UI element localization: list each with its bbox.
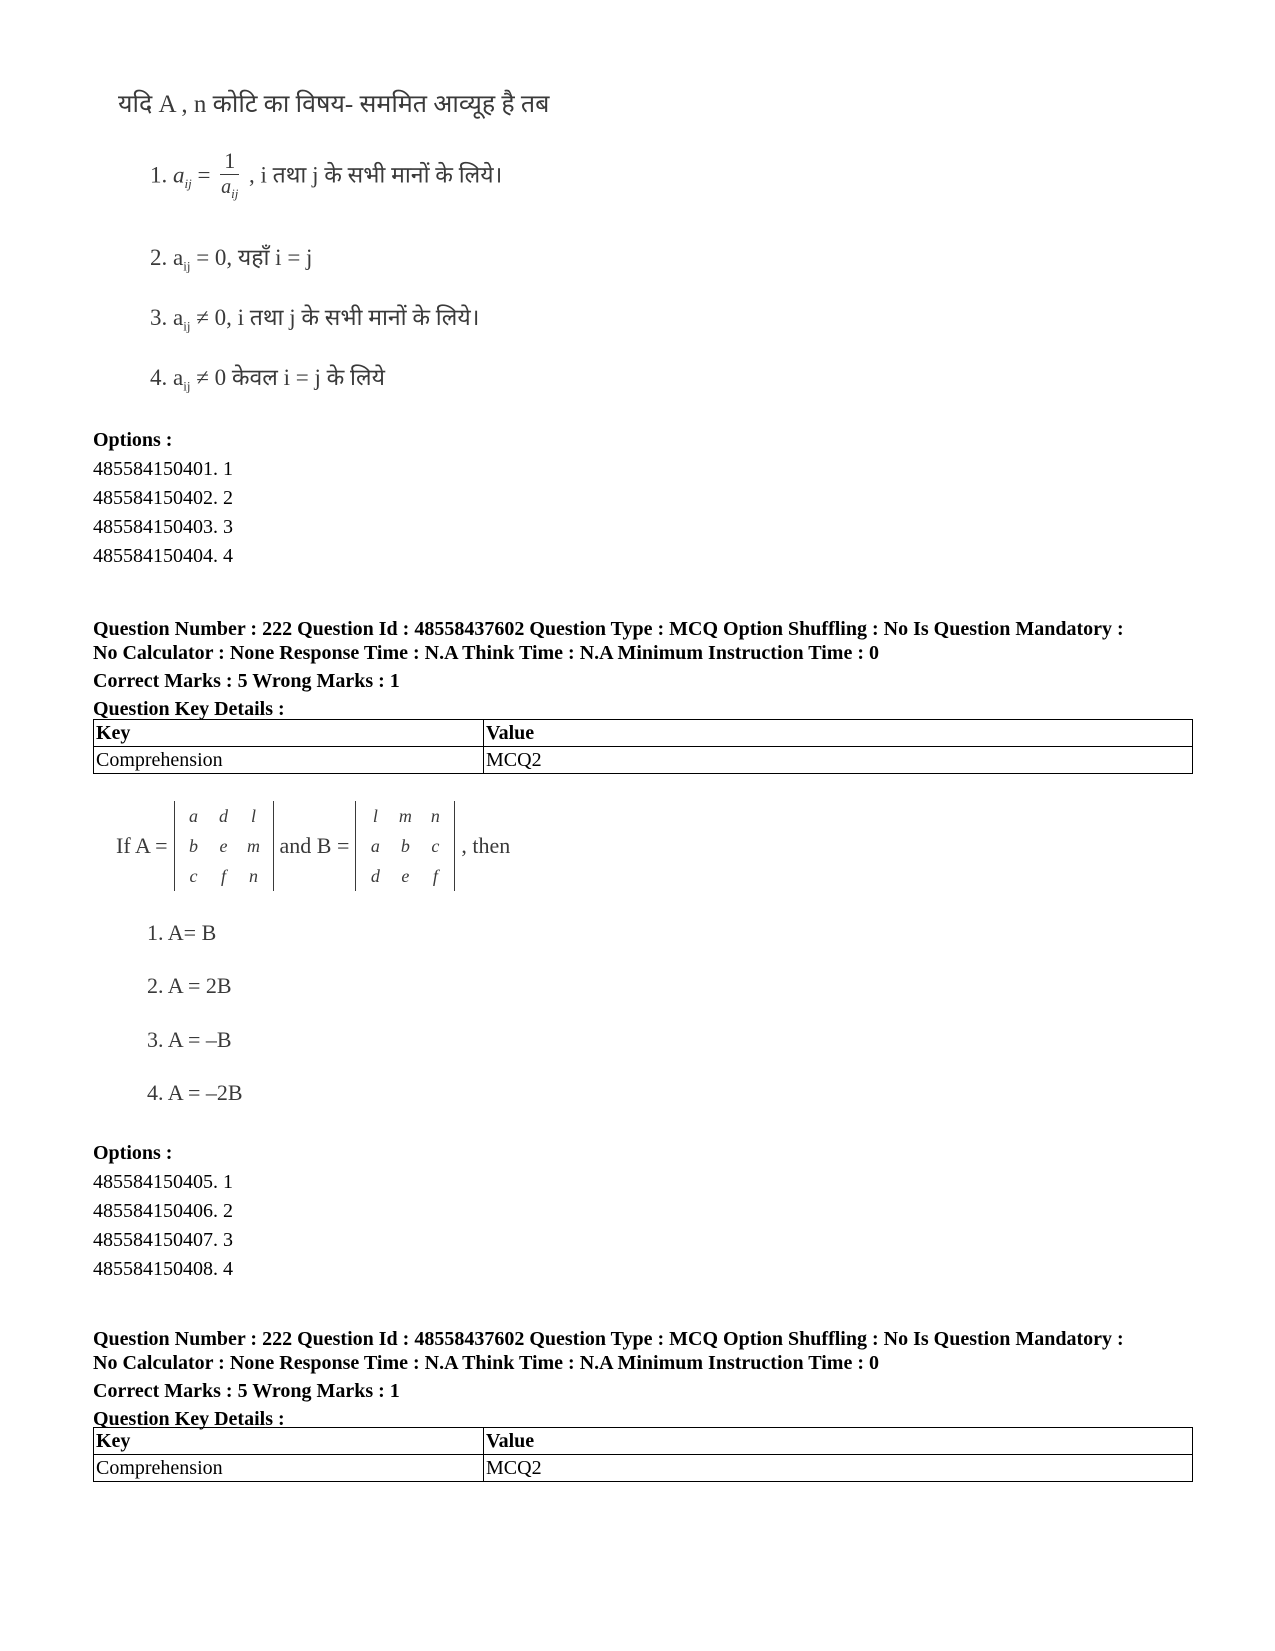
question-2-choice-1: 1. A= B: [147, 920, 217, 945]
matrix-entry: e: [401, 866, 410, 886]
marks-line: Correct Marks : 5 Wrong Marks : 1: [93, 670, 400, 692]
matrix-entry: e: [219, 836, 228, 856]
table-header-row: [94, 720, 1193, 747]
matrix-entry: l: [251, 806, 257, 826]
matrix-entry: b: [189, 836, 199, 856]
fraction: $\frac{1}{a_{ij}}$: [221, 148, 239, 201]
option-item: 485584150403. 3: [93, 516, 233, 538]
matrix-entry: l: [372, 806, 378, 826]
matrix-entry: n: [249, 866, 259, 886]
table-cell-value: MCQ2: [484, 1455, 1193, 1482]
matrix-entry: a: [370, 836, 380, 856]
matrix-entry: d: [370, 866, 380, 886]
option-item: 485584150408. 4: [93, 1258, 233, 1280]
question-1-statement-3: 3. $a_{ij} \ne 0$, i तथा j के सभी मानों के लिये।: [150, 305, 480, 334]
question-meta-1: [93, 617, 1193, 721]
table-cell-value: MCQ2: [484, 747, 1193, 774]
matrix-entry: n: [430, 806, 440, 826]
question-meta-2: [93, 1327, 1193, 1431]
question-2-statement: If A = a d l b e m c f n and B = l m n a b c d e f , then: [116, 800, 510, 892]
matrix-entry: a: [189, 806, 199, 826]
options-heading: Options :: [93, 429, 173, 451]
matrix-entry: c: [431, 836, 440, 856]
key-table-2: [93, 1427, 1193, 1482]
matrix-entry: c: [189, 866, 198, 886]
key-details-heading: Question Key Details :: [93, 698, 285, 720]
question-1-statement-4: 4. $a_{ij} \ne 0$ केवल i = j के लिये: [150, 365, 385, 394]
table-cell-key: Comprehension: [94, 1455, 484, 1482]
matrix-entry: d: [219, 806, 229, 826]
matrix-entry: m: [398, 806, 412, 826]
question-2-choice-3: 3. A = –B: [147, 1027, 232, 1052]
option-item: 485584150406. 2: [93, 1200, 233, 1222]
matrix-entry: m: [247, 836, 261, 856]
question-1-statement-1: 1. $a_{ij}$ = $\frac{1}{a_{ij}}$ , i तथा j के सभी मानों के लिये।: [150, 148, 502, 206]
marks-line: Correct Marks : 5 Wrong Marks : 1: [93, 1380, 400, 1402]
table-row: [94, 747, 1193, 774]
question-2-choice-4: 4. A = –2B: [147, 1080, 243, 1105]
question-1-intro: यदि A , n कोटि का विषय- सममित आव्यूह है तब: [118, 91, 550, 118]
option-item: 485584150407. 3: [93, 1229, 233, 1251]
options-heading: Options :: [93, 1142, 173, 1164]
options-block-2: [93, 1139, 233, 1284]
matrix-a: [174, 801, 274, 891]
table-header-value: Value: [484, 1428, 1193, 1455]
option-item: 485584150405. 1: [93, 1171, 233, 1193]
matrix-b: [355, 801, 455, 891]
question-meta-line-2: No Calculator : None Response Time : N.A Think Time : N.A Minimum Instruction Time : 0: [93, 642, 879, 664]
question-meta-line-2: No Calculator : None Response Time : N.A Think Time : N.A Minimum Instruction Time : 0: [93, 1352, 879, 1374]
option-item: 485584150402. 2: [93, 487, 233, 509]
table-header-key: Key: [94, 1428, 484, 1455]
table-header-row: [94, 1428, 1193, 1455]
matrix-entry: f: [221, 866, 227, 886]
option-item: 485584150401. 1: [93, 458, 233, 480]
table-header-value: Value: [484, 720, 1193, 747]
table-header-key: Key: [94, 720, 484, 747]
question-meta-line-1: Question Number : 222 Question Id : 48558437602 Question Type : MCQ Option Shuffling : No Is Question Mandatory :: [93, 618, 1124, 640]
matrix-entry: f: [432, 866, 438, 886]
table-cell-key: Comprehension: [94, 747, 484, 774]
key-details-heading: Question Key Details :: [93, 1408, 285, 1430]
options-block-1: [93, 426, 233, 571]
question-1-statement-2: 2. $a_{ij} = 0$, यहाँ i = j: [150, 245, 313, 274]
question-2-choice-2: 2. A = 2B: [147, 973, 232, 998]
question-meta-line-1: Question Number : 222 Question Id : 48558437602 Question Type : MCQ Option Shuffling : No Is Question Mandatory :: [93, 1328, 1124, 1350]
key-table-1: [93, 719, 1193, 774]
table-row: [94, 1455, 1193, 1482]
option-item: 485584150404. 4: [93, 545, 233, 567]
matrix-entry: b: [400, 836, 410, 856]
